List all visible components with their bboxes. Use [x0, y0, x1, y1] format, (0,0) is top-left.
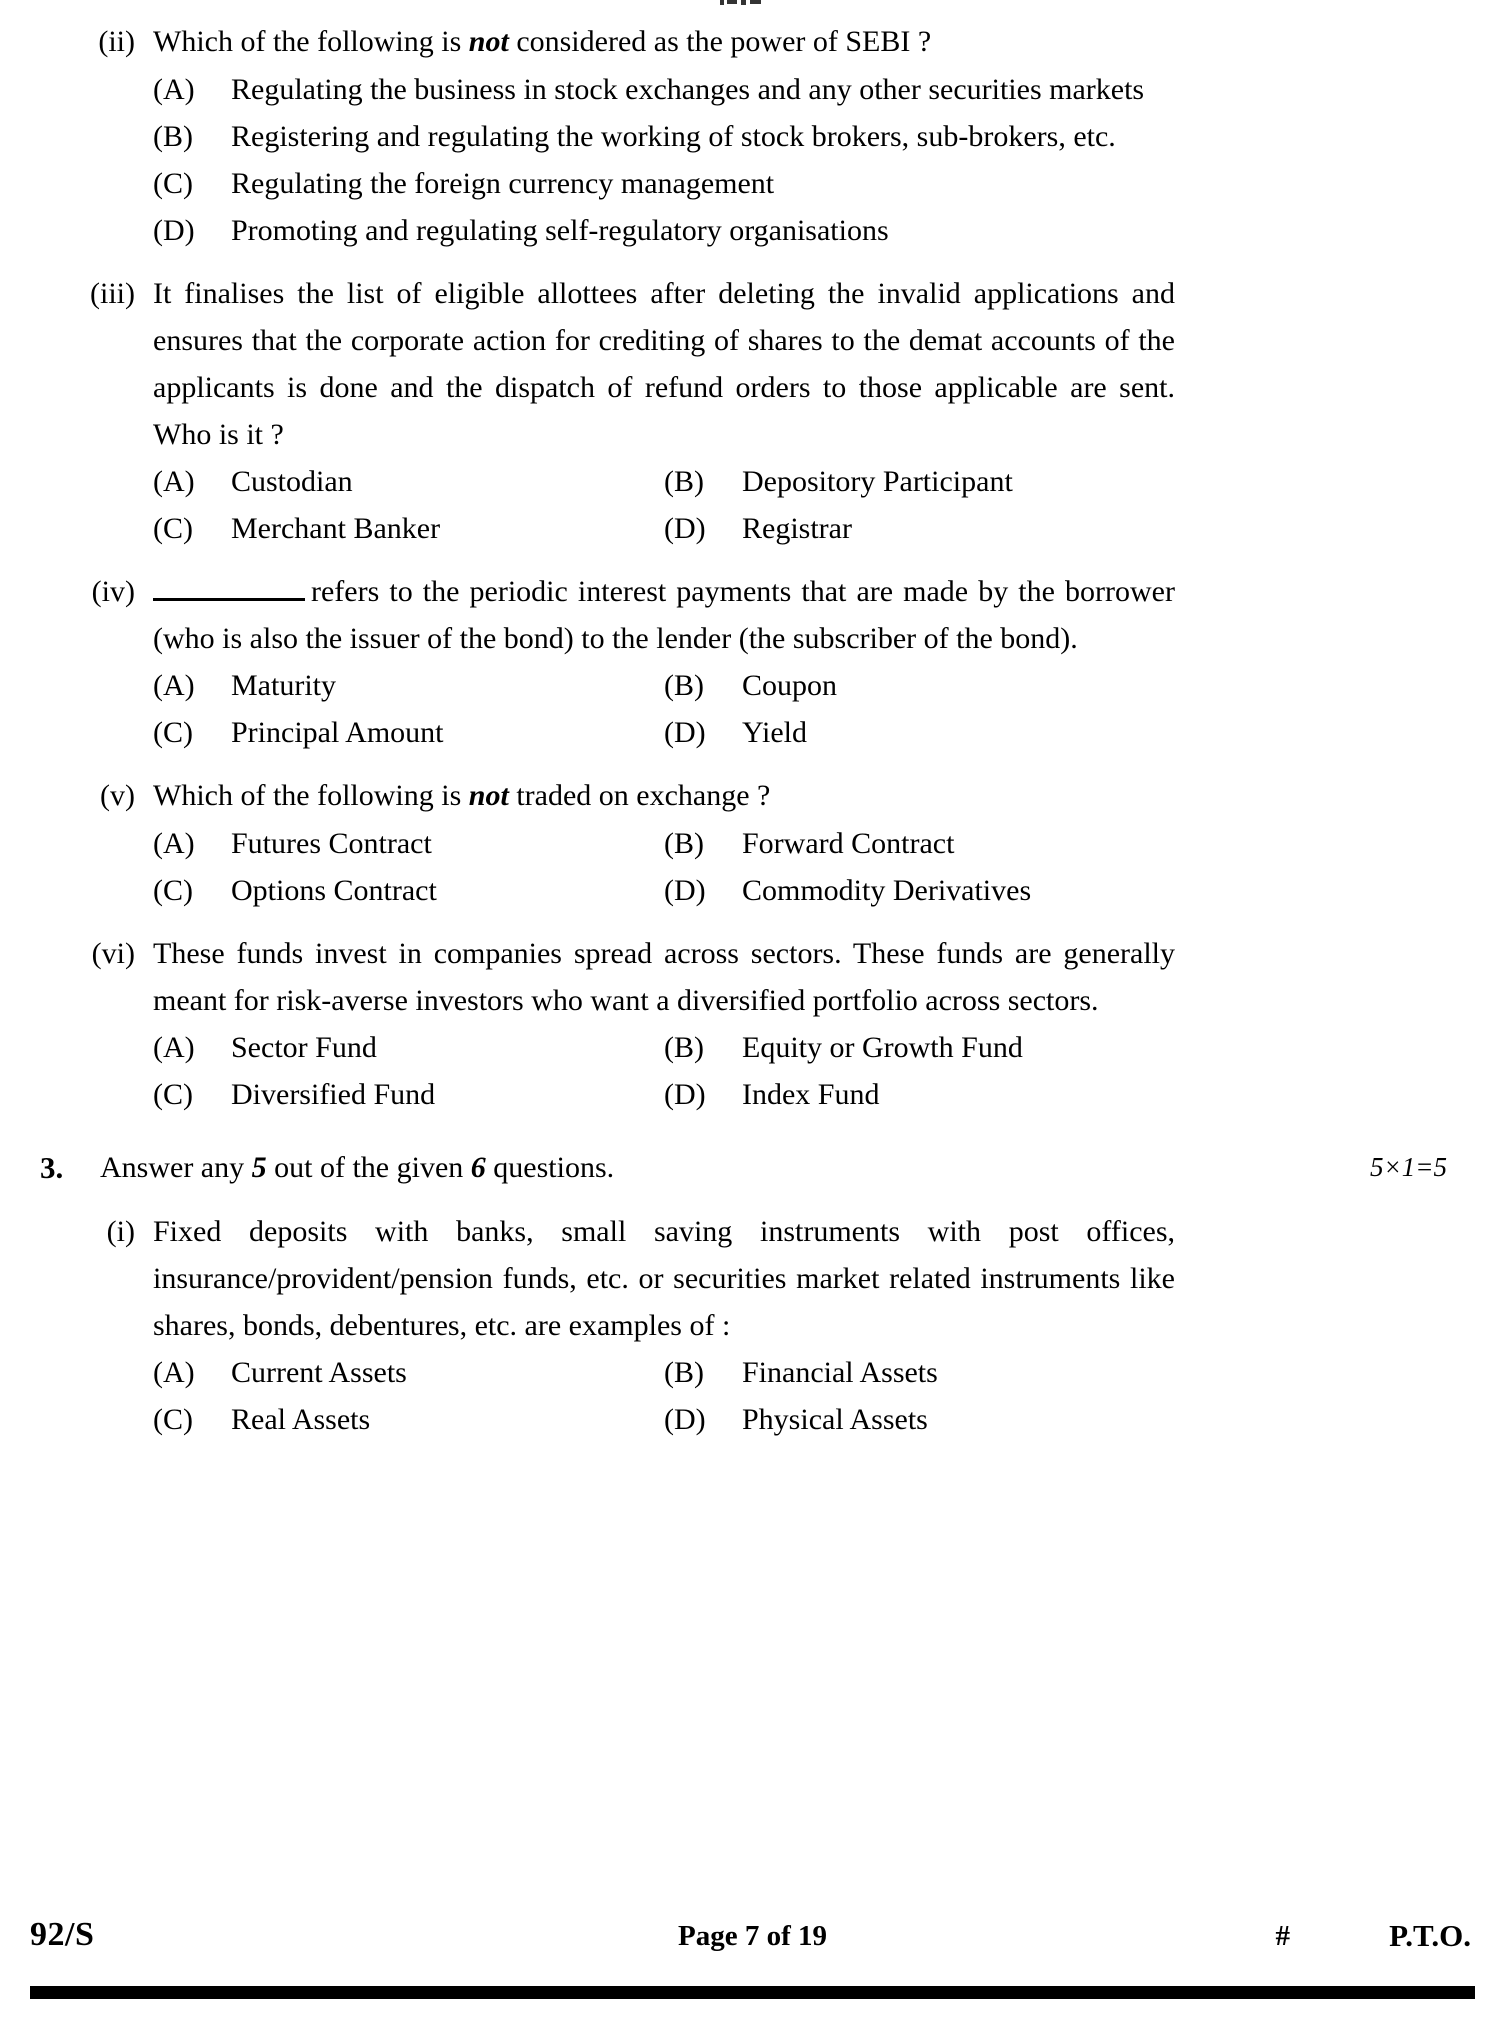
options-list [153, 820, 1175, 914]
option-row[interactable] [664, 505, 1175, 552]
option-row-pair [153, 820, 1175, 867]
option-label: (B) [664, 1031, 704, 1064]
section-instruction-emphasis1: 5 [251, 1151, 267, 1184]
option-text: Yield [742, 716, 807, 749]
question-number: (iv) [91, 575, 135, 608]
option-label: (B) [664, 669, 704, 702]
option-row-pair [153, 1396, 1175, 1443]
option-label: (B) [153, 120, 193, 153]
question-stem-part2: considered as the power of SEBI ? [508, 25, 932, 58]
options-list [153, 1024, 1175, 1118]
options-list [153, 1349, 1175, 1443]
spacer [0, 1192, 1505, 1208]
option-row[interactable] [664, 709, 1175, 756]
option-row[interactable] [153, 207, 1175, 254]
question-item [75, 568, 1175, 662]
option-row[interactable] [153, 1396, 664, 1443]
option-label: (C) [153, 1078, 193, 1111]
question-stem-part1: Which of the following is [153, 25, 469, 58]
question-item [75, 18, 1175, 66]
spacer [0, 1118, 1505, 1144]
option-text: Coupon [742, 669, 838, 702]
option-row-pair [153, 1071, 1175, 1118]
option-text: Physical Assets [742, 1403, 928, 1436]
option-row[interactable] [664, 1349, 1175, 1396]
paper-code: 92/S [30, 1916, 95, 1953]
option-text: Commodity Derivatives [742, 874, 1032, 907]
options-list [153, 662, 1175, 756]
section-instruction-emphasis2: 6 [470, 1151, 486, 1184]
section-instruction-part3: questions. [485, 1151, 615, 1184]
option-text: Regulating the business in stock exchanges and any other securities markets [231, 73, 1145, 106]
hash-marker: # [1275, 1920, 1290, 1952]
option-text: Maturity [231, 669, 336, 702]
option-label: (B) [664, 1356, 704, 1389]
question-number: (i) [106, 1215, 135, 1248]
option-row-pair [153, 662, 1175, 709]
option-row[interactable] [664, 1024, 1175, 1071]
option-label: (D) [664, 874, 706, 907]
question-number: (iii) [90, 277, 135, 310]
section-instruction-part2: out of the given [266, 1151, 471, 1184]
option-text: Promoting and regulating self-regulatory organisations [231, 214, 889, 247]
option-text: Depository Participant [742, 465, 1013, 498]
question-stem [153, 772, 1175, 819]
question-number: (v) [100, 779, 135, 812]
page-footer [0, 1916, 1505, 1976]
option-label: (C) [153, 1403, 193, 1436]
spacer [0, 552, 1505, 568]
option-row[interactable] [664, 458, 1175, 505]
option-label: (D) [664, 1078, 706, 1111]
pto-label: P.T.O. [1389, 1918, 1471, 1953]
question-stem-text: refers to the periodic interest payments that are made by the borrower (who is also the issuer of the bond) to the lender (the subscriber of the bond). [153, 575, 1175, 655]
option-row[interactable] [153, 1071, 664, 1118]
option-label: (A) [153, 1031, 195, 1064]
option-row[interactable] [153, 1024, 664, 1071]
option-row-pair [153, 1024, 1175, 1071]
option-row[interactable] [153, 662, 664, 709]
option-label: (A) [153, 1356, 195, 1389]
option-row[interactable] [153, 66, 1175, 113]
option-label: (D) [153, 214, 195, 247]
option-text: Index Fund [742, 1078, 880, 1111]
question-stem-emphasis: not [468, 779, 509, 812]
option-label: (A) [153, 827, 195, 860]
option-row-pair [153, 709, 1175, 756]
option-row[interactable] [664, 1071, 1175, 1118]
option-label: (D) [664, 512, 706, 545]
question-stem-emphasis: not [468, 25, 509, 58]
question-stem [153, 18, 1175, 65]
option-text: Custodian [231, 465, 353, 498]
question-number: (ii) [98, 25, 135, 58]
option-row[interactable] [153, 113, 1175, 160]
option-text: Regulating the foreign currency management [231, 167, 775, 200]
option-text: Futures Contract [231, 827, 432, 860]
option-text: Principal Amount [231, 716, 444, 749]
option-row[interactable] [153, 820, 664, 867]
qr-code-fragment-icon [720, 0, 766, 10]
section-instruction-part1: Answer any [100, 1151, 252, 1184]
option-row-pair [153, 867, 1175, 914]
option-text: Registering and regulating the working of stock brokers, sub-brokers, etc. [231, 120, 1116, 153]
options-list [153, 66, 1175, 254]
option-text: Equity or Growth Fund [742, 1031, 1023, 1064]
option-row[interactable] [153, 505, 664, 552]
question-item [75, 270, 1175, 458]
option-row-pair [153, 1349, 1175, 1396]
option-text: Forward Contract [742, 827, 955, 860]
option-row-pair [153, 505, 1175, 552]
question-stem [153, 568, 1175, 662]
option-text: Options Contract [231, 874, 437, 907]
page-number: Page 7 of 19 [678, 1920, 827, 1952]
option-text: Real Assets [231, 1403, 371, 1436]
option-text: Financial Assets [742, 1356, 938, 1389]
option-label: (D) [664, 1403, 706, 1436]
option-row[interactable] [153, 709, 664, 756]
option-row[interactable] [664, 1396, 1175, 1443]
section-number: 3. [40, 1150, 64, 1185]
option-row[interactable] [153, 160, 1175, 207]
option-row[interactable] [664, 867, 1175, 914]
option-label: (C) [153, 716, 193, 749]
marks-allocation: 5×1=5 [1370, 1152, 1447, 1182]
option-text: Merchant Banker [231, 512, 441, 545]
option-row[interactable] [153, 458, 664, 505]
option-text: Registrar [742, 512, 852, 545]
option-label: (D) [664, 716, 706, 749]
options-list [153, 458, 1175, 552]
option-row-pair [153, 458, 1175, 505]
option-label: (B) [664, 465, 704, 498]
question-stem: It finalises the list of eligible allottees after deleting the invalid applications and ensures that the corporate action for crediting of shares to the demat accounts of the applicants is done and the dispatch of refund orders to those applicable are sent. Who is it ? [153, 277, 1175, 451]
question-stem-part2: traded on exchange ? [508, 779, 771, 812]
spacer [0, 914, 1505, 930]
option-text: Current Assets [231, 1356, 407, 1389]
section-instruction [100, 1144, 614, 1191]
option-label: (B) [664, 827, 704, 860]
question-number: (vi) [91, 937, 135, 970]
option-row[interactable] [664, 820, 1175, 867]
question-stem: Fixed deposits with banks, small saving instruments with post offices, insurance/provident/pension funds, etc. or securities market related instruments like shares, bonds, debentures, etc. are examples of : [153, 1215, 1175, 1342]
question-stem-part1: Which of the following is [153, 779, 469, 812]
option-text: Diversified Fund [231, 1078, 436, 1111]
option-label: (A) [153, 669, 195, 702]
option-label: (A) [153, 73, 195, 106]
option-row[interactable] [153, 867, 664, 914]
spacer [0, 254, 1505, 270]
option-label: (C) [153, 512, 193, 545]
option-text: Sector Fund [231, 1031, 377, 1064]
question-stem: These funds invest in companies spread across sectors. These funds are generally meant for risk-averse investors who want a diversified portfolio across sectors. [153, 937, 1175, 1017]
question-content [0, 18, 1505, 1443]
question-item [75, 930, 1175, 1024]
footer-divider [30, 1986, 1475, 1999]
option-label: (A) [153, 465, 195, 498]
question-item [75, 1208, 1175, 1349]
option-row[interactable] [153, 1349, 664, 1396]
option-label: (C) [153, 167, 193, 200]
option-label: (C) [153, 874, 193, 907]
question-item [75, 772, 1175, 820]
section-heading [0, 1144, 1505, 1192]
spacer [0, 756, 1505, 772]
fill-in-blank[interactable] [153, 576, 305, 601]
option-row[interactable] [664, 662, 1175, 709]
